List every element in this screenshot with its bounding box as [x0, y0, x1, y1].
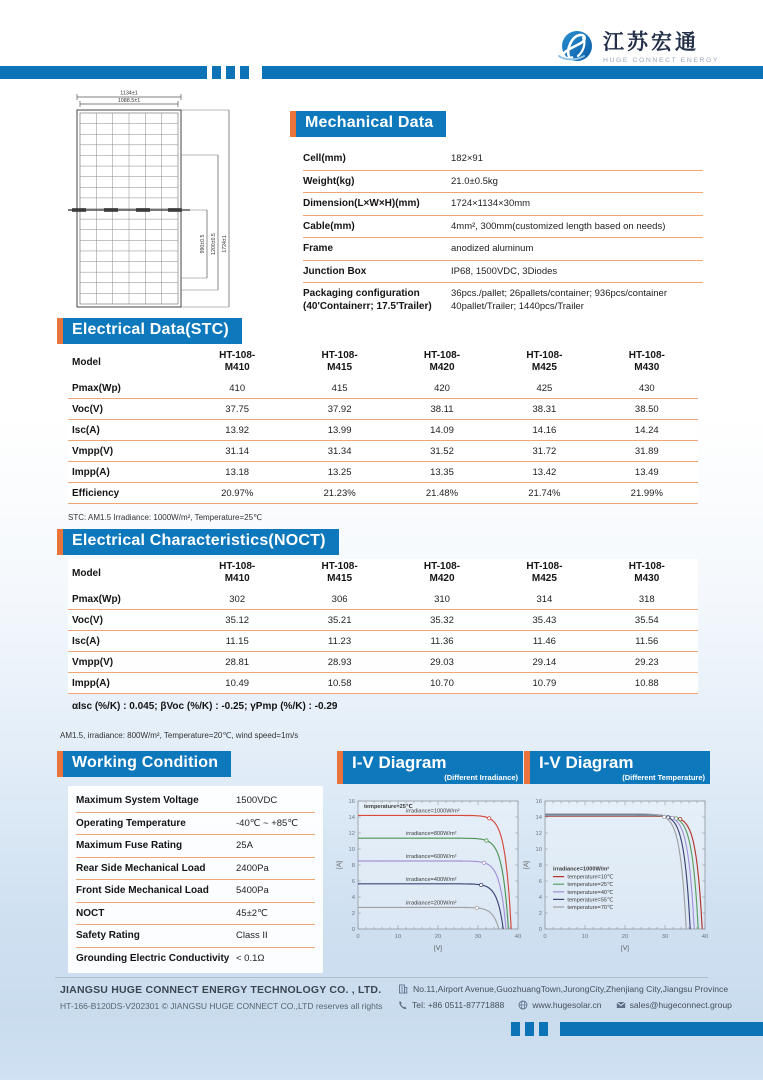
mechanical-label: Weight(kg): [303, 175, 355, 187]
noct-row: [68, 589, 698, 610]
x-tick-label: 10: [394, 934, 402, 940]
noct-row-label: Voc(V): [72, 615, 103, 626]
working-row: [76, 948, 315, 970]
plot-frame: [358, 801, 518, 929]
stc-cell: 13.25: [327, 467, 352, 478]
iv-diagram-temperature-header: [524, 751, 710, 784]
y-tick-label: 0: [351, 927, 355, 933]
mechanical-value: 21.0±0.5kg: [451, 175, 498, 187]
y-tick-label: 8: [351, 863, 355, 869]
y-tick-label: 2: [351, 911, 355, 917]
stc-cell: 430: [638, 383, 655, 394]
globe-icon: [518, 1000, 528, 1010]
mechanical-row: [303, 193, 703, 216]
module-technical-drawing: [60, 86, 290, 318]
stc-row: [68, 399, 698, 420]
noct-cell: 10.70: [430, 678, 454, 689]
mpp-marker: [475, 906, 478, 909]
noct-model-name: HT-108- M425: [526, 561, 563, 584]
stc-cell: 31.52: [430, 446, 454, 457]
stc-row: [68, 378, 698, 399]
noct-cell: 10.88: [634, 678, 659, 689]
stc-cell: 13.35: [430, 467, 454, 478]
mechanical-value: IP68, 1500VDC, 3Diodes: [451, 265, 558, 277]
y-tick-label: 14: [535, 815, 542, 821]
noct-cell: 10.49: [225, 678, 250, 689]
x-tick-label: 10: [581, 934, 589, 940]
working-label: Rear Side Mechanical Load: [76, 862, 206, 874]
stc-cell: 38.50: [634, 404, 659, 415]
x-tick-label: 30: [661, 934, 669, 940]
noct-cell: 11.36: [430, 636, 454, 647]
noct-cell: 11.46: [532, 636, 556, 647]
stc-cell: 14.09: [430, 425, 454, 436]
envelope-icon: [616, 1000, 626, 1010]
dim-label-990: 990±0.5: [200, 234, 206, 254]
noct-model-name: HT-108- M430: [628, 561, 665, 584]
legend-label: temperature=25℃: [567, 882, 614, 889]
mechanical-value: 1724×1134×30mm: [451, 198, 531, 210]
stc-cell: 13.99: [327, 425, 352, 436]
footer-company-name: JIANGSU HUGE CONNECT ENERGY TECHNOLOGY CO. , LTD.: [60, 984, 382, 996]
noct-cell: 318: [638, 594, 655, 605]
noct-row-label: Impp(A): [72, 678, 110, 689]
y-tick-label: 16: [348, 799, 355, 805]
y-tick-label: 4: [538, 895, 542, 901]
mpp-marker: [485, 839, 488, 842]
noct-model-name: HT-108- M415: [321, 561, 358, 584]
footer-address-text: No.11,Airport Avenue,GuozhuangTown,JurongCity,Zhenjiang City,Jiangsu Province: [413, 984, 729, 994]
mpp-marker: [482, 861, 485, 864]
stc-row-label: Efficiency: [72, 488, 120, 499]
noct-cell: 35.54: [634, 615, 659, 626]
working-label: Front Side Mechanical Load: [76, 885, 209, 896]
noct-cell: 11.23: [328, 636, 352, 647]
building-icon: [398, 984, 408, 994]
noct-note: AM1.5, irradiance: 800W/m², Temperature=20℃, wind speed=1m/s: [60, 731, 299, 740]
working-value: 5400Pa: [236, 885, 269, 897]
noct-row: [68, 652, 698, 673]
noct-cell: 10.79: [532, 678, 557, 689]
x-tick-label: 0: [543, 934, 547, 940]
stc-cell: 21.74%: [528, 488, 561, 499]
noct-row-label: Vmpp(V): [72, 657, 114, 668]
y-axis-label: [A]: [523, 861, 530, 869]
dim-label-width-inner: 1088.5±1: [117, 98, 141, 104]
stc-cell: 31.34: [327, 446, 352, 457]
working-value: 2400Pa: [236, 862, 269, 874]
footer-document-code: HT-166-B120DS-V202301 © JIANGSU HUGE CONNECT CO.,LTD reserves all rights: [60, 1001, 383, 1011]
working-row: [76, 813, 315, 836]
x-tick-label: 40: [701, 934, 709, 940]
y-tick-label: 4: [351, 895, 355, 901]
stc-row-label: Voc(V): [72, 404, 103, 415]
chart-annotation: irradiance=1000W/m²: [553, 866, 610, 873]
curve-label: irradiance=1000W/m²: [406, 808, 460, 815]
working-row: [76, 790, 315, 813]
noct-cell: 29.14: [532, 657, 557, 668]
iv-diagram-irradiance-header: [337, 751, 523, 784]
mechanical-label: Packaging configuration (40'Containerr; 17.5'Trailer): [303, 288, 432, 312]
y-tick-label: 8: [538, 863, 542, 869]
working-value: -40℃ ~ +85℃: [236, 817, 299, 829]
stc-cell: 415: [331, 383, 348, 394]
working-label: Maximum Fuse Rating: [76, 840, 183, 851]
working-value: 1500VDC: [236, 795, 278, 807]
stc-cell: 14.16: [532, 425, 557, 436]
stc-cell: 21.48%: [425, 488, 459, 499]
mechanical-row: [303, 171, 703, 194]
mechanical-row: [303, 148, 703, 171]
noct-cell: 29.03: [430, 657, 454, 668]
working-label: NOCT: [76, 907, 105, 919]
mechanical-row: [303, 261, 703, 284]
mechanical-label: Dimension(L×W×H)(mm): [303, 198, 420, 209]
noct-cell: 28.81: [225, 657, 250, 668]
x-axis-label: [V]: [621, 945, 629, 952]
y-tick-label: 12: [348, 831, 355, 837]
noct-cell: 28.93: [327, 657, 352, 668]
stc-cell: 420: [434, 383, 450, 394]
stc-model-name: HT-108- M425: [526, 350, 563, 373]
stc-cell: 38.31: [532, 404, 557, 415]
mechanical-value: 4mm², 300mm(customized length based on needs): [451, 220, 666, 232]
iv-curve-chart-temperature: [521, 793, 713, 961]
working-condition-table: [68, 786, 323, 973]
mechanical-value: anodized aluminum: [451, 243, 534, 255]
mechanical-label: Cell(mm): [303, 153, 346, 164]
noct-model-row: [68, 559, 698, 589]
mechanical-label: Junction Box: [303, 265, 367, 277]
y-tick-label: 0: [538, 927, 542, 933]
noct-cell: 35.32: [430, 615, 454, 626]
working-value: Class II: [236, 930, 268, 942]
x-tick-label: 20: [434, 934, 442, 940]
noct-cell: 310: [434, 594, 450, 605]
stc-cell: 20.97%: [221, 488, 254, 499]
top-bar-left: [0, 66, 207, 79]
legend-label: temperature=40℃: [567, 889, 614, 896]
footer-website[interactable]: www.hugesolar.cn: [518, 1000, 601, 1010]
electrical-stc-header: Electrical Data(STC): [57, 318, 242, 344]
stc-cell: 13.42: [532, 467, 557, 478]
mechanical-row: [303, 216, 703, 239]
noct-model-name: HT-108- M410: [219, 561, 256, 584]
stc-cell: 21.23%: [323, 488, 356, 499]
chart-annotation: temperature=25℃: [364, 804, 413, 811]
working-value: 25A: [236, 840, 253, 852]
mechanical-value: 182×91: [451, 153, 483, 165]
chart-subtitle: (Different Temperature): [622, 773, 705, 782]
dim-label-width-outer: 1134±1: [120, 90, 138, 97]
noct-cell: 35.21: [327, 615, 352, 626]
stc-row-label: Isc(A): [72, 425, 100, 436]
noct-row-label: Isc(A): [72, 636, 100, 647]
curve-label: irradiance=600W/m²: [406, 854, 457, 860]
stc-cell: 37.75: [225, 404, 250, 415]
temperature-coefficients: αIsc (%/K) : 0.045; βVoc (%/K) : -0.25; γPmp (%/K) : -0.29: [72, 701, 338, 712]
mechanical-label: Cable(mm): [303, 220, 355, 232]
stc-cell: 13.49: [634, 467, 659, 478]
working-label: Safety Rating: [76, 930, 140, 941]
stc-row-label: Pmax(Wp): [72, 383, 121, 394]
mechanical-row: [303, 238, 703, 261]
working-row: [76, 903, 315, 926]
noct-row: [68, 631, 698, 652]
stc-row-label: Impp(A): [72, 467, 110, 478]
footer-tel: Tel: +86 0511-87771888: [398, 1000, 504, 1010]
stc-model-label: Model: [72, 356, 101, 368]
legend-label: temperature=70℃: [567, 905, 614, 911]
chart-title: I-V Diagram: [539, 753, 634, 772]
mpp-marker: [480, 883, 483, 886]
y-tick-label: 6: [538, 879, 542, 885]
curve-label: irradiance=800W/m²: [406, 831, 457, 838]
y-axis-label: [A]: [336, 861, 343, 869]
y-tick-label: 14: [348, 815, 355, 821]
noct-cell: 29.23: [634, 657, 659, 668]
working-row: [76, 835, 315, 858]
stc-cell: 425: [536, 383, 553, 394]
x-axis-label: [V]: [434, 945, 442, 952]
y-tick-label: 6: [351, 879, 355, 885]
working-value: 45±2℃: [236, 907, 268, 919]
working-value: < 0.1Ω: [236, 952, 265, 964]
x-tick-label: 20: [621, 934, 629, 940]
noct-cell: 302: [229, 594, 246, 605]
mpp-marker: [663, 815, 666, 818]
bottom-bar-square: [539, 1022, 548, 1036]
legend-label: temperature=55℃: [567, 897, 614, 904]
mechanical-data-table: [303, 148, 703, 317]
stc-cell: 31.14: [225, 446, 250, 457]
y-tick-label: 10: [348, 847, 355, 853]
stc-cell: 410: [229, 383, 246, 394]
stc-cell: 31.72: [532, 446, 557, 457]
logo-english-name: HUGE CONNECT ENERGY: [603, 56, 720, 64]
legend-label: temperature=10℃: [567, 874, 614, 881]
y-tick-label: 2: [538, 911, 542, 917]
working-row: [76, 880, 315, 903]
bottom-bar-square: [511, 1022, 520, 1036]
y-tick-label: 10: [535, 847, 542, 853]
mechanical-label: Frame: [303, 243, 334, 254]
mechanical-data-header: Mechanical Data: [290, 111, 446, 137]
noct-row: [68, 610, 698, 631]
y-tick-label: 16: [535, 799, 542, 805]
logo-chinese-name: 江苏宏通: [603, 31, 699, 55]
x-tick-label: 0: [356, 934, 360, 940]
top-bar-square: [226, 66, 235, 79]
footer-email[interactable]: sales@hugeconnect.group: [616, 1000, 732, 1010]
x-tick-label: 30: [474, 934, 482, 940]
top-bar-right: [262, 66, 763, 79]
noct-cell: 35.43: [532, 615, 557, 626]
phone-icon: [398, 1000, 408, 1010]
curve-label: irradiance=400W/m²: [406, 876, 457, 883]
chart-subtitle: (Different Irradiance): [444, 773, 518, 782]
bottom-bar-right: [560, 1022, 763, 1036]
stc-row-label: Vmpp(V): [72, 446, 114, 457]
mechanical-row: [303, 283, 703, 317]
stc-cell: 38.11: [430, 404, 454, 415]
dim-label-1200: 1200±0.5: [211, 233, 217, 255]
curve-label: irradiance=200W/m²: [406, 900, 457, 907]
working-label: Maximum System Voltage: [76, 795, 199, 806]
company-logo: [556, 29, 719, 67]
stc-model-name: HT-108- M410: [219, 350, 256, 373]
electrical-stc-table: [68, 348, 698, 504]
noct-cell: 11.56: [635, 636, 659, 647]
mechanical-value: 36pcs./pallet; 26pallets/container; 936pcs/container 40pallet/Trailer; 1440pcs/Trailer: [451, 288, 667, 312]
noct-model-label: Model: [72, 567, 101, 579]
stc-model-name: HT-108- M430: [628, 350, 665, 373]
y-tick-label: 12: [535, 831, 542, 837]
iv-curve-chart-irradiance: [334, 793, 526, 961]
noct-cell: 314: [536, 594, 553, 605]
stc-cell: 14.24: [634, 425, 659, 436]
stc-cell: 13.92: [225, 425, 250, 436]
working-condition-header: Working Condition: [57, 751, 231, 777]
noct-cell: 11.15: [225, 636, 249, 647]
chart-title: I-V Diagram: [352, 753, 447, 772]
noct-cell: 35.12: [225, 615, 250, 626]
footer-address: [398, 984, 728, 994]
noct-cell: 306: [331, 594, 348, 605]
stc-cell: 21.99%: [630, 488, 663, 499]
stc-model-name: HT-108- M420: [423, 350, 461, 373]
bottom-bar-square: [525, 1022, 534, 1036]
stc-row: [68, 483, 698, 504]
stc-row: [68, 441, 698, 462]
stc-model-row: [68, 348, 698, 378]
noct-row-label: Pmax(Wp): [72, 594, 121, 605]
noct-row: [68, 673, 698, 694]
working-label: Operating Temperature: [76, 817, 186, 829]
stc-note: STC: AM1.5 Irradiance: 1000W/m², Temperature=25℃: [68, 513, 263, 522]
footer-divider: [55, 977, 708, 978]
stc-cell: 31.89: [634, 446, 659, 457]
electrical-noct-table: [68, 559, 698, 694]
top-bar-square: [212, 66, 221, 79]
stc-cell: 13.18: [225, 467, 250, 478]
mpp-marker: [488, 817, 491, 820]
footer-contact-row: [398, 1000, 740, 1010]
stc-row: [68, 420, 698, 441]
logo-globe-icon: [556, 29, 596, 67]
stc-row: [68, 462, 698, 483]
working-row: [76, 858, 315, 881]
noct-cell: 10.58: [327, 678, 352, 689]
working-row: [76, 925, 315, 948]
electrical-noct-header: Electrical Characteristics(NOCT): [57, 529, 339, 555]
working-label: Grounding Electric Conductivity: [76, 952, 230, 964]
top-bar-square: [240, 66, 249, 79]
noct-model-name: HT-108- M420: [423, 561, 461, 584]
x-tick-label: 40: [514, 934, 522, 940]
stc-cell: 37.92: [327, 404, 352, 415]
dim-label-1724: 1724±1: [222, 235, 228, 253]
stc-model-name: HT-108- M415: [321, 350, 358, 373]
